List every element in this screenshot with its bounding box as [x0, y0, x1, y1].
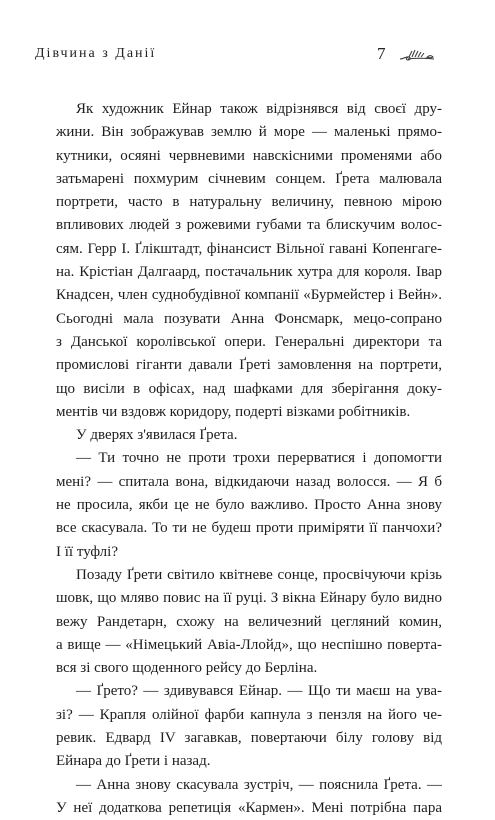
text-line: промислові гіганти давали Ґреті замовлення на портрети, — [56, 357, 442, 374]
text-line: жини. Він зображував землю й море — маленькі прямо- — [56, 124, 442, 141]
text-line: У дверях з'явилася Ґрета. — [76, 427, 238, 444]
text-line: з Данської королівської опери. Генеральні директори та — [56, 333, 442, 350]
text-line: сям. Герр І. Ґлікштадт, фінансист Вільної гавані Копенгаге- — [56, 240, 442, 257]
text-line: мені? — спитала вона, відкидаючи назад волосся. — Я б — [56, 473, 442, 490]
text-line: ментів чи вздовж коридору, подерті візками робітників. — [56, 403, 411, 420]
text-line: що висіли в офісах, над шафками для зберігання доку- — [56, 380, 442, 397]
running-title: Дівчина з Данії — [35, 46, 157, 61]
text-line: а вище — «Німецький Авіа-Ллойд», що неспішно поверта- — [56, 636, 442, 653]
text-line: вся зі свого щоденного рейсу до Берліна. — [56, 660, 318, 677]
text-line: Як художник Ейнар також відрізнявся від своєї дру- — [76, 101, 442, 117]
text-line: Ейнара до Ґрети і назад. — [56, 753, 211, 770]
text-line: вежу Рандетарн, схожу на величезний цегляний комин, — [56, 613, 442, 630]
body-text — [56, 98, 442, 820]
text-line: затьмарені похмурим січневим сонцем. Ґрета малювала — [56, 170, 442, 187]
text-line: У неї додаткова репетиція «Кармен». Мені потрібна пара — [56, 799, 442, 816]
page-number: 7 — [377, 44, 386, 63]
text-line: І її туфлі? — [56, 543, 118, 560]
text-line: шовк, що мляво повис на її руці. З вікна Ейнару було видно — [56, 590, 442, 607]
text-line: Сьогодні мала позувати Анна Фонсмарк, мецо-сопрано — [56, 310, 442, 327]
text-line: портрети, часто в натуральну величину, певною мірою — [56, 194, 442, 211]
text-line: впливових людей з рожевими губами та блискучим волос- — [56, 217, 442, 234]
text-line: зі? — Крапля олійної фарби капнула з пензля на його че- — [56, 706, 442, 723]
text-line: — Анна знову скасувала зустріч, — пояснила Ґрета. — — [76, 776, 442, 793]
text-line: ревик. Едвард IV загавкав, повертаючи білу голову від — [56, 730, 442, 747]
text-line: кутники, осяяні червневими навскісними променями або — [56, 147, 442, 164]
text-line: на. Крістіан Далгаард, постачальник хутра для короля. Івар — [56, 264, 442, 281]
text-line: — Ґрето? — здивувався Ейнар. — Що ти маєш на ува- — [76, 683, 442, 700]
floral-ornament-icon — [398, 47, 436, 63]
text-line: все скасувала. То ти не будеш проти приміряти її панчохи? — [56, 520, 442, 537]
text-line: не просила, якби це не було важливо. Просто Анна знову — [56, 497, 442, 514]
text-line: — Ти точно не проти трохи перерватися і допомогти — [76, 450, 442, 467]
text-line: Кнадсен, член суднобудівної компанії «Бурмейстер і Вейн». — [56, 287, 442, 304]
text-line: Позаду Ґрети світило квітневе сонце, просвічуючи крізь — [76, 566, 442, 583]
